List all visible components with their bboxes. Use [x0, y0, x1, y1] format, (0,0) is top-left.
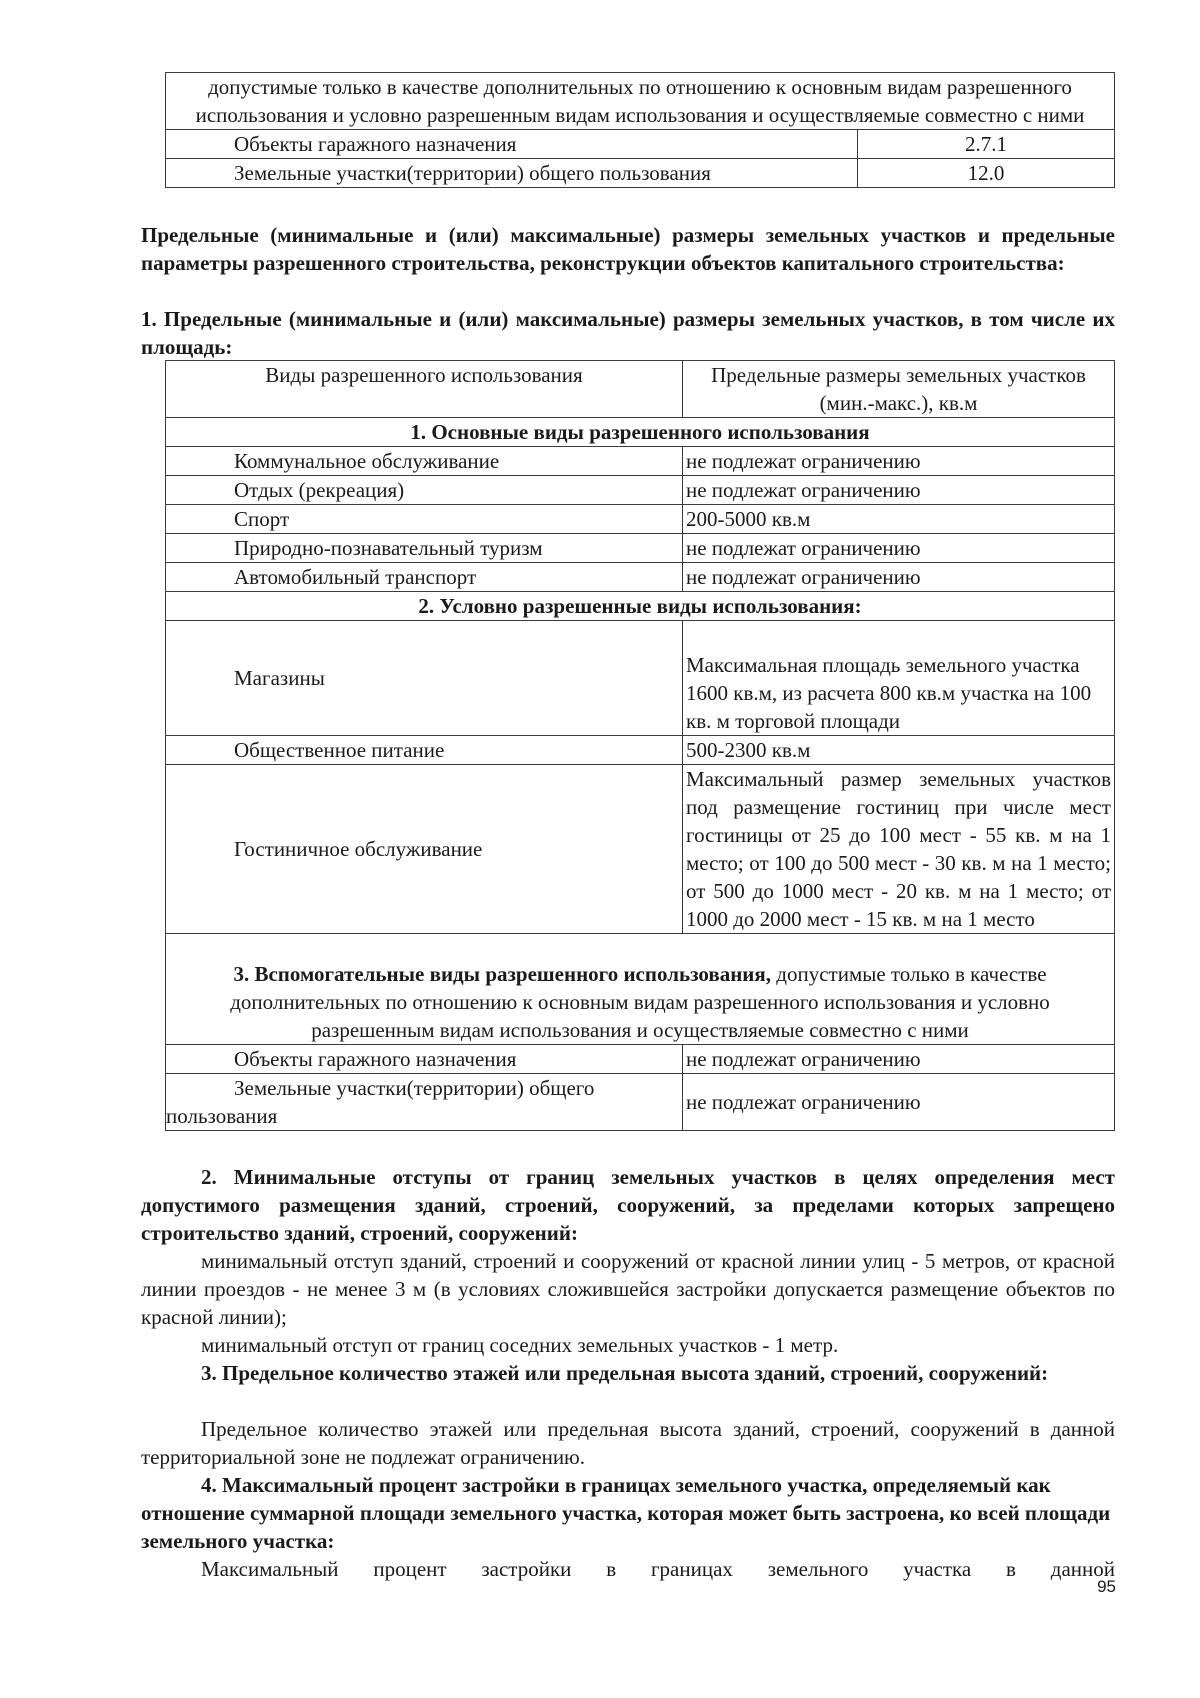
table-cell: Природно-познавательный туризм [166, 534, 683, 563]
table-cell: Отдых (рекреация) [166, 476, 683, 505]
table-cell: 500-2300 кв.м [683, 736, 1115, 765]
table-cell: Объекты гаражного назначения [166, 1045, 683, 1074]
table-row [166, 505, 1115, 534]
top-table [165, 72, 1115, 188]
table-cell: Магазины [166, 621, 683, 736]
group-title-rest: допустимые только в качестве дополнительных по отношению к основным видам разрешенного использования и условно разрешенным видам использования и осуществляемые совместно с ними [230, 962, 1050, 1042]
section-heading: Предельные (минимальные и (или) максимальные) размеры земельных участков и предельные параметры разрешенного строительства, реконструкции объектов капитального строительства: [141, 223, 1115, 275]
table-cell: 2.7.1 [858, 130, 1115, 159]
table-row [166, 1074, 1115, 1131]
col2-header: Предельные размеры земельных участков (мин.-макс.), кв.м [683, 361, 1115, 418]
group-title [166, 934, 1115, 1045]
table-cell: Объекты гаражного назначения [166, 130, 858, 159]
table-cell: Максимальная площадь земельного участка 1600 кв.м, из расчета 800 кв.м участка на 100 кв. м торговой площади [683, 621, 1115, 736]
table-row [166, 130, 1115, 159]
table-cell: не подлежат ограничению [683, 534, 1115, 563]
top-table-header: допустимые только в качестве дополнительных по отношению к основным видам разрешенного использования и условно разрешенным видам использования и осуществляемые совместно с ними [166, 73, 1115, 130]
table-cell: Гостиничное обслуживание [166, 765, 683, 934]
table-cell: Максимальный размер земельных участков под размещение гостиниц при числе мест гостиницы от 25 до 100 мест - 55 кв. м на 1 место; от 100 до 500 мест - 30 кв. м на 1 место; от 500 до 1000 мест - 20 кв. м на 1 место; от 1000 до 2000 мест - 15 кв. м на 1 место [683, 765, 1115, 934]
section-4-heading: 4. Максимальный процент застройки в границах земельного участка, определяемый как отношение суммарной площади земельного участка, которая может быть застроена, ко всей площади земельного участка: [141, 1473, 1111, 1553]
table-cell: не подлежат ограничению [683, 1074, 1115, 1131]
group-title: 2. Условно разрешенные виды использования: [166, 592, 1115, 621]
table-cell: не подлежат ограничению [683, 563, 1115, 592]
section-2-paragraph: минимальный отступ от границ соседних земельных участков - 1 метр. [201, 1333, 839, 1357]
table-row [166, 765, 1115, 934]
table-row [166, 563, 1115, 592]
table-cell: Автомобильный транспорт [166, 563, 683, 592]
section-2-paragraph: минимальный отступ зданий, строений и сооружений от красной линии улиц - 5 метров, от красной линии проездов - не менее 3 м (в условиях сложившейся застройки допускается размещение объектов по красной линии); [141, 1249, 1115, 1329]
subsection-1-heading: 1. Предельные (минимальные и (или) максимальные) размеры земельных участков, в том числе их площадь: [141, 307, 1115, 359]
col1-header: Виды разрешенного использования [166, 361, 683, 418]
table-cell: не подлежат ограничению [683, 476, 1115, 505]
table-row [166, 621, 1115, 736]
table-row [166, 736, 1115, 765]
table-cell: 200-5000 кв.м [683, 505, 1115, 534]
group-title-bold: 3. Вспомогательные виды разрешенного использования, [233, 962, 772, 986]
group-title: 1. Основные виды разрешенного использования [166, 418, 1115, 447]
section-3-heading: 3. Предельное количество этажей или предельная высота зданий, строений, сооружений: [201, 1361, 1049, 1385]
table-row [166, 447, 1115, 476]
table-row [166, 476, 1115, 505]
table-cell: Земельные участки(территории) общего пользования [166, 1074, 683, 1131]
table-cell: не подлежат ограничению [683, 1045, 1115, 1074]
table-row [166, 534, 1115, 563]
main-table [165, 360, 1115, 1131]
table-cell: Общественное питание [166, 736, 683, 765]
table-cell: 12.0 [858, 159, 1115, 188]
table-cell: не подлежат ограничению [683, 447, 1115, 476]
section-2-heading: 2. Минимальные отступы от границ земельных участков в целях определения мест допустимого размещения зданий, строений, сооружений, за пределами которых запрещено строительство зданий, строений, сооружений: [141, 1165, 1115, 1245]
table-row [166, 159, 1115, 188]
table-cell: Спорт [166, 505, 683, 534]
page-number: 95 [1097, 1577, 1116, 1596]
section-3-paragraph: Предельное количество этажей или предельная высота зданий, строений, сооружений в данной территориальной зоне не подлежат ограничению. [141, 1417, 1115, 1469]
section-4-paragraph: Максимальный процент застройки в границах земельного участка в данной [201, 1557, 1115, 1581]
table-cell: Земельные участки(территории) общего пользования [166, 159, 858, 188]
table-header-row [166, 361, 1115, 418]
table-cell: Коммунальное обслуживание [166, 447, 683, 476]
table-row [166, 1045, 1115, 1074]
